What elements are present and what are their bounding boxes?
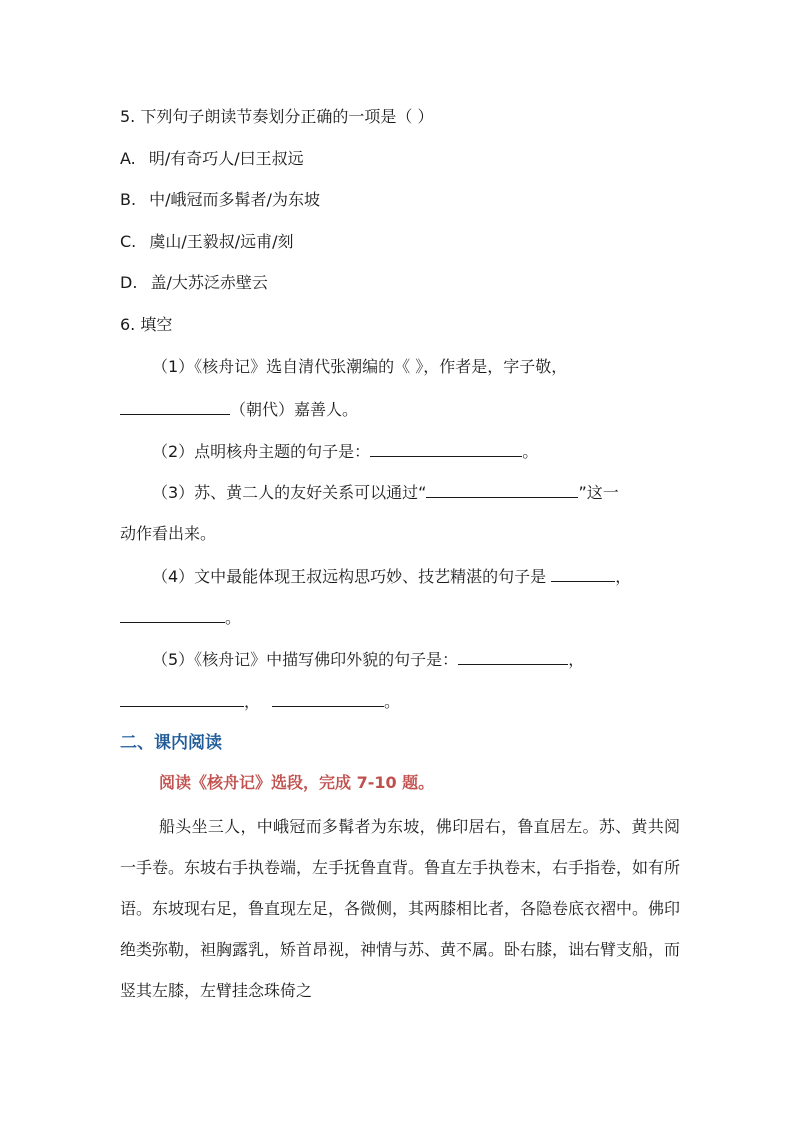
q6-item1-suffix: （朝代）嘉善人。 (230, 400, 359, 419)
option-a (120, 148, 304, 170)
answer-blank[interactable] (120, 606, 225, 623)
q6-item2 (152, 440, 538, 463)
option-d-label: D. (120, 273, 138, 292)
q6-item3-suffix: ”这一 (578, 483, 619, 502)
q6-item4-prefix: （4）文中最能体现王叔远构思巧妙、技艺精湛的句子是 (152, 567, 552, 586)
q6-item4-end: 。 (225, 608, 242, 627)
section-2-heading: 二、课内阅读 (120, 733, 222, 753)
q6-item5 (152, 648, 584, 671)
question-6-title: 6. 填空 (120, 315, 173, 334)
q6-item4 (152, 565, 631, 588)
q6-item5-sep: ， (244, 692, 261, 711)
option-a-label: A. (120, 149, 136, 168)
reading-instruction: 阅读《核舟记》选段，完成 7-10 题。 (159, 773, 435, 792)
q6-item5-cont (120, 690, 400, 713)
option-c (120, 231, 294, 253)
q6-item2-prefix: （2）点明核舟主题的句子是： (152, 442, 371, 461)
q6-item3-prefix: （3）苏、黄二人的友好关系可以通过“ (152, 483, 427, 502)
answer-blank[interactable] (120, 690, 244, 707)
option-d (120, 272, 268, 294)
option-a-text: 明/有奇巧人/曰王叔远 (148, 149, 304, 168)
q6-item3-cont: 动作看出来。 (120, 524, 217, 543)
q6-item4-suffix: ， (615, 567, 632, 586)
option-d-text: 盖/大苏泛赤壁云 (150, 273, 268, 292)
answer-blank[interactable] (370, 440, 522, 457)
q6-item1-line2 (120, 398, 358, 421)
answer-blank[interactable] (120, 398, 230, 415)
option-b-label: B. (120, 190, 137, 209)
option-c-label: C. (120, 232, 137, 251)
option-b-text: 中/峨冠而多髯者/为东坡 (149, 190, 320, 209)
question-5-stem: 5. 下列句子朗读节奏划分正确的一项是（ ） (120, 107, 434, 126)
answer-blank[interactable] (458, 648, 568, 665)
answer-blank[interactable] (426, 481, 578, 498)
q6-item5-end: 。 (384, 692, 401, 711)
answer-blank[interactable] (272, 690, 384, 707)
option-c-text: 虞山/王毅叔/远甫/刻 (149, 232, 294, 251)
q6-item3 (152, 481, 619, 504)
answer-blank[interactable] (551, 565, 615, 582)
q6-item1-line1: （1）《核舟记》选自清代张潮编的《 》，作者是，字子敬， (152, 357, 568, 376)
q6-item4-cont (120, 606, 241, 629)
option-b (120, 189, 320, 211)
q6-item5-prefix: （5）《核舟记》中描写佛印外貌的句子是： (152, 650, 459, 669)
q6-item2-suffix: 。 (522, 442, 539, 461)
q6-item5-suffix: ， (568, 650, 585, 669)
reading-passage: 船头坐三人，中峨冠而多髯者为东坡，佛印居右，鲁直居左。苏、黄共阅一手卷。东坡右手执卷端，左手抚鲁直背。鲁直左手执卷末，右手指卷，如有所语。东坡现右足，鲁直现左足，各微侧，其两膝相比者，各隐卷底衣褶中。佛印绝类弥勒，袒胸露乳，矫首昂视，神情与苏、黄不属。卧右膝，诎右臂支船，而竖其左膝，左臂挂念珠倚之 (120, 817, 681, 1000)
